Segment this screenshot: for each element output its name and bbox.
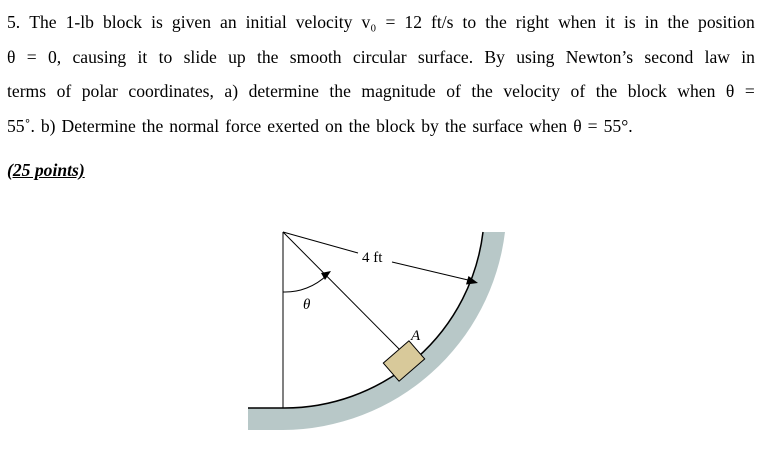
problem-word: position [698, 12, 755, 32]
problem-word: circular [352, 46, 407, 67]
problem-word: of [570, 81, 586, 101]
problem-word: the [257, 46, 279, 67]
problem-word: given [171, 12, 211, 32]
problem-word: 55°. [603, 115, 633, 136]
problem-word: to [158, 46, 173, 67]
problem-word: smooth [289, 46, 342, 67]
problem-word: second [644, 46, 694, 67]
theta-arc [283, 275, 327, 292]
problem-word: = [385, 12, 396, 32]
problem-word: Determine [61, 115, 136, 136]
problem-word: 0, [47, 46, 62, 67]
problem-word: block [627, 81, 667, 101]
problem-word: block [376, 115, 416, 136]
problem-word: the [444, 115, 467, 136]
problem-word: force [225, 115, 262, 136]
problem-word: to [462, 12, 477, 32]
problem-word: when [558, 12, 597, 32]
problem-word: terms [7, 81, 47, 101]
problem-word: 1-lb [65, 12, 94, 32]
radial-line [283, 232, 405, 355]
problem-word: the [329, 81, 351, 101]
problem-word: = [587, 115, 598, 136]
problem-word: by [421, 115, 439, 136]
problem-word: b) [40, 115, 56, 136]
problem-word: when [677, 81, 716, 101]
problem-word: an [220, 12, 237, 32]
problem-word: initial [245, 12, 287, 32]
radius-line-segment-1 [283, 232, 358, 253]
problem-word: θ [725, 81, 735, 101]
problem-word: law [704, 46, 730, 67]
problem-word: up [228, 46, 246, 67]
problem-word: surface. [417, 46, 474, 67]
problem-word: magnitude [361, 81, 436, 101]
problem-word: a) [224, 81, 239, 101]
block-label: A [411, 328, 421, 344]
problem-word: v₀ [361, 12, 377, 32]
theta-label: θ [303, 297, 311, 313]
problem-word: 12 [404, 12, 422, 32]
problem-word: ft/s [431, 12, 454, 32]
problem-word: block [103, 12, 143, 32]
problem-word: of [446, 81, 461, 101]
problem-word: on [325, 115, 343, 136]
problem-word: By [484, 46, 505, 67]
problem-word: normal [169, 115, 220, 136]
problem-word: 55˚. [7, 115, 35, 136]
problem-word: of [56, 81, 72, 101]
problem-word: velocity [295, 12, 353, 32]
problem-word: polar [81, 81, 118, 101]
problem-word: the [471, 81, 493, 101]
problem-word: 5. [7, 12, 21, 32]
problem-word: it [605, 12, 615, 32]
problem-word: velocity [503, 81, 561, 101]
problem-word: the [667, 12, 690, 32]
problem-word: exerted [267, 115, 320, 136]
problem-word: causing [72, 46, 127, 67]
problem-word: the [485, 12, 507, 32]
problem-word: the [141, 115, 164, 136]
problem-word: = [744, 81, 755, 101]
problem-word: θ [573, 115, 582, 136]
points-label: (25 points) [7, 160, 85, 180]
problem-word: coordinates, [128, 81, 214, 101]
problem-word: Newton’s [565, 46, 634, 67]
problem-word: right [515, 12, 550, 32]
problem-word: determine [248, 81, 319, 101]
problem-word: slide [183, 46, 217, 67]
radius-line-segment-2 [392, 262, 468, 280]
problem-word: The [29, 12, 57, 32]
problem-word: is [151, 12, 163, 32]
problem-word: = [26, 46, 37, 67]
problem-word: in [644, 12, 659, 32]
problem-word: the [595, 81, 618, 101]
problem-word: the [348, 115, 371, 136]
problem-word: using [516, 46, 555, 67]
problem-word: θ [7, 46, 16, 67]
problem-word: is [624, 12, 636, 32]
problem-word: in [741, 46, 755, 67]
problem-word: when [529, 115, 568, 136]
radius-label: 4 ft [362, 250, 383, 266]
problem-word: surface [472, 115, 524, 136]
problem-word: it [137, 46, 148, 67]
